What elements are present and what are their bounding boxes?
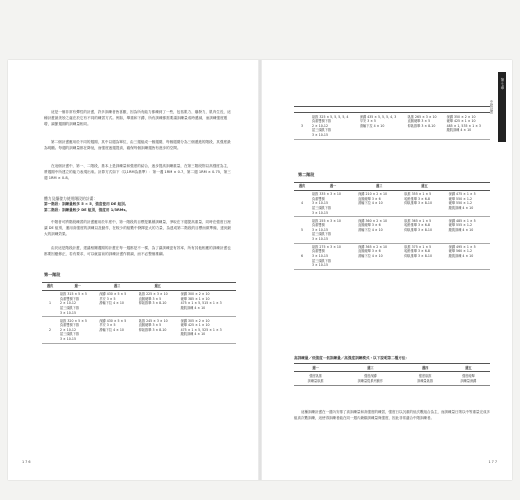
day-cell: 臥推 315 × 5 × 5 負重雙槓下推 2 × 10-12 屈三頭肌下推 3 × 10-15 — [58, 290, 97, 316]
week-cell: 2 — [42, 317, 58, 343]
table-cell: 強度硬舉 訓練量深蹲 — [447, 372, 490, 386]
list-item: 第一階段：訓練量較多 5 × 5，強度使用 DE 組別。 — [44, 202, 129, 206]
day-cell: 深蹲 430 × 5 × 5 早安 3 × 5 滑輪下拉 4 × 10 — [97, 290, 136, 316]
page-number: 176 — [22, 460, 32, 464]
day-cell: 深蹲 305 × 2 × 10 硬舉 425 × 1 × 10 475 × 1 × 5, 525 × 1 × 3 腹肌訓練 4 × 10 — [179, 317, 236, 343]
day-cell: 深蹲 210 × 2 × 10 直腿硬舉 3 × 6 滑輪下拉 4 × 10 — [356, 190, 402, 216]
day-cell: 臥推 225 × 3 × 10 直腿硬舉 3 × 5 仰臥推舉 3 × 8-10 — [137, 290, 179, 316]
day-cell: 臥推 335 × 3 × 10 負重雙槓 3 × 10-15 屈三頭肌下推 3 × 10-15 — [310, 190, 356, 216]
table-cell: 強度臥推 訓練量臥推 — [294, 372, 337, 386]
table-header: 週四 — [404, 364, 447, 372]
day-cell: 深蹲 350 × 2 × 10 硬舉 425 × 1 × 10 485 × 1, 535 × 1 × 3 腹肌訓練 4 × 10 — [445, 113, 490, 139]
paragraph: 這種訓練計畫在一週內安排了高訓練量和高強度的練習，強度日以沉重的低次數組合為主，而訓練量日則以中等重量完成多組高次數訓練，這使得訓練者能在同一週內兼顧訓練量與強度，因此非常適合中階訓練者。 — [294, 410, 490, 420]
table-header: 週次 — [294, 183, 310, 191]
day-cell: 深蹲 435 × 5, 5, 5, 4, 3 早安 3 × 5 滑輪下拉 4 × 10 — [358, 113, 406, 139]
day-cell: 臥推 375 × 1 × 5 啞鈴推舉 3 × 6-8 仰臥推舉 3 × 8-10 — [402, 243, 446, 269]
page-number: 177 — [488, 460, 498, 464]
chapter-title: 中階計畫 — [489, 100, 493, 114]
schedule-table — [42, 282, 236, 344]
table-header — [447, 183, 490, 191]
right-page — [262, 60, 512, 480]
section-title: 第一階段 — [44, 272, 61, 277]
paragraph: 這是一個非常有彈性的計畫，許多訓練者皆喜歡，因為所有能力都練到了一些，包括肌力、爆發力，肌肉生長，這種計畫最美妙之處在於它有不同的練習方式。例如，舉重和下蹲，所有訓練都需要讓訓練量成時遞減，而訓練強度遞增，調節週期的訓練量相同。 — [44, 110, 231, 126]
list-title: 體力及爆發力使用階段的計畫： — [44, 196, 98, 201]
day-cell: 臥推 265 × 3 × 10 直腿硬舉 3 × 5 仰臥推舉 3 × 8-10 — [406, 113, 445, 139]
table-row — [294, 113, 490, 139]
split-model-title: 高訓練量／低強度－低訓練量／高強度訓練模式・以下說明第二種方法： — [294, 356, 409, 360]
day-cell: 臥推 355 × 1 × 5 啞鈴推舉 3 × 6-8 仰臥推舉 3 × 8-10 — [402, 190, 446, 216]
week-cell: 6 — [294, 243, 310, 269]
schedule-table-continued — [294, 106, 490, 140]
section-title: 第二階段 — [298, 172, 315, 177]
table-row — [294, 217, 490, 243]
day-cell: 臥推 320 × 5 × 5 負重雙槓下推 2 × 10-12 屈三頭肌下推 3 × 10-15 — [58, 317, 97, 343]
table-row — [294, 190, 490, 216]
list-item: 第二階段：訓練量較少 DE 組別，強度用 1/3RMs。 — [44, 208, 130, 212]
table-header: 週五 — [402, 183, 446, 191]
day-cell: 臥推 275 × 3 × 10 負重雙槓 3 × 10-15 屈三頭肌下推 3 × 10-15 — [310, 243, 356, 269]
left-page — [8, 60, 258, 480]
day-cell: 深蹲 495 × 1 × 5 硬舉 560 × 1-2 腹肌訓練 4 × 10 — [447, 243, 490, 269]
paragraph: 在這個計畫中，第一、二階段，基本上是訓練量和強度的結合，逐步提高訓練重量，在第三階段則以高強度為主，將週期中所建立的能力表現出來。計算方式如下（以1RM為基準）：第一週 1RM × 0.7，第二週 1RM × 0.75，第三週 1RM × 0.8。 — [44, 164, 231, 180]
week-cell: 5 — [294, 217, 310, 243]
table-cell: 強度臥推 訓練量臥推 — [404, 372, 447, 386]
week-cell: 1 — [42, 290, 58, 316]
table-row — [42, 317, 236, 343]
split-model-table — [294, 363, 490, 386]
day-cell: 深蹲 475 × 1 × 5 硬舉 550 × 1-2 硬舉 550 × 1-2 腹肌訓練 4 × 10 — [447, 190, 490, 216]
week-cell: 3 — [294, 113, 310, 139]
paragraph: 由於這是階段計畫，建議相關週期的計畫在每一週都是不一樣，為了讓訓練更有效率，所有其他相應的訓練計畫也都要因應修正，若有要求，可以就當前的訓練計畫作微調，而不必整個推翻。 — [44, 246, 231, 256]
table-header: 週一 — [310, 183, 356, 191]
table-row — [42, 290, 236, 316]
table-row — [294, 243, 490, 269]
table-header: 週一 — [58, 283, 97, 291]
table-header — [179, 283, 236, 291]
day-cell: 深蹲 485 × 1 × 5 硬舉 555 × 1-2 腹肌訓練 4 × 10 — [447, 217, 490, 243]
day-cell: 臥推 245 × 3 × 10 直腿硬舉 3 × 5 仰臥推舉 3 × 8-10 — [137, 317, 179, 343]
week-cell: 4 — [294, 190, 310, 216]
day-cell: 臥推 365 × 1 × 5 啞鈴推舉 3 × 6-8 仰臥推舉 3 × 8-10 — [402, 217, 446, 243]
day-cell: 深蹲 360 × 2 × 10 直腿硬舉 3 × 6 滑輪下拉 4 × 10 — [356, 217, 402, 243]
table-header: 週三 — [97, 283, 136, 291]
table-header: 週五 — [447, 364, 490, 372]
table-header: 週次 — [42, 283, 58, 291]
schedule-table — [294, 182, 490, 270]
table-header: 週三 — [356, 183, 402, 191]
table-header: 週三 — [337, 364, 403, 372]
table-header: 週一 — [294, 364, 337, 372]
day-cell: 深蹲 430 × 5 × 5 早安 3 × 5 滑輪下拉 4 × 10 — [97, 317, 136, 343]
book-spread — [8, 60, 512, 480]
day-cell: 臥推 255 × 3 × 10 負重雙槓 3 × 10-15 屈三頭肌下推 3 × 10-15 — [310, 217, 356, 243]
chapter-tab: 第七章 — [498, 72, 506, 142]
day-cell: 臥推 325 × 5, 5, 5, 5, 4 負重雙槓下推 2 × 10-12 屈三頭肌下推 3 × 10-15 — [310, 113, 358, 139]
paragraph: 中階者可將階段練習的計畫應用於年度中，第一階段的目標是累積訓練量，爭取在下週提高重量，同時在強度日裡讓 DE 組別，運用高強度的訓練以及動作，在較少的組數中發揮更大的力量，為達成第二階段的目標而做準備，達到最大的訓練效果。 — [44, 220, 232, 236]
day-cell: 深蹲 365 × 2 × 10 直腿硬舉 3 × 6 滑輪下拉 4 × 10 — [356, 243, 402, 269]
paragraph: 第二個計畫應用於不同的週期，其中以週為單位，由三週組成一個週期，每個週期分為三個遞進的階段，其強度最為明顯。每週的訓練量都在降低，而強度逐週提高，確保每個訓練週皆有進步的空間。 — [44, 140, 231, 150]
table-cell: 強度深蹲 訓練量從系列動作 — [337, 372, 403, 386]
day-cell: 深蹲 300 × 2 × 10 硬舉 385 × 1 × 10 475 × 1 × 5, 515 × 1 × 3 腹肌訓練 4 × 10 — [179, 290, 236, 316]
table-header: 週五 — [137, 283, 179, 291]
table-row — [294, 372, 490, 386]
